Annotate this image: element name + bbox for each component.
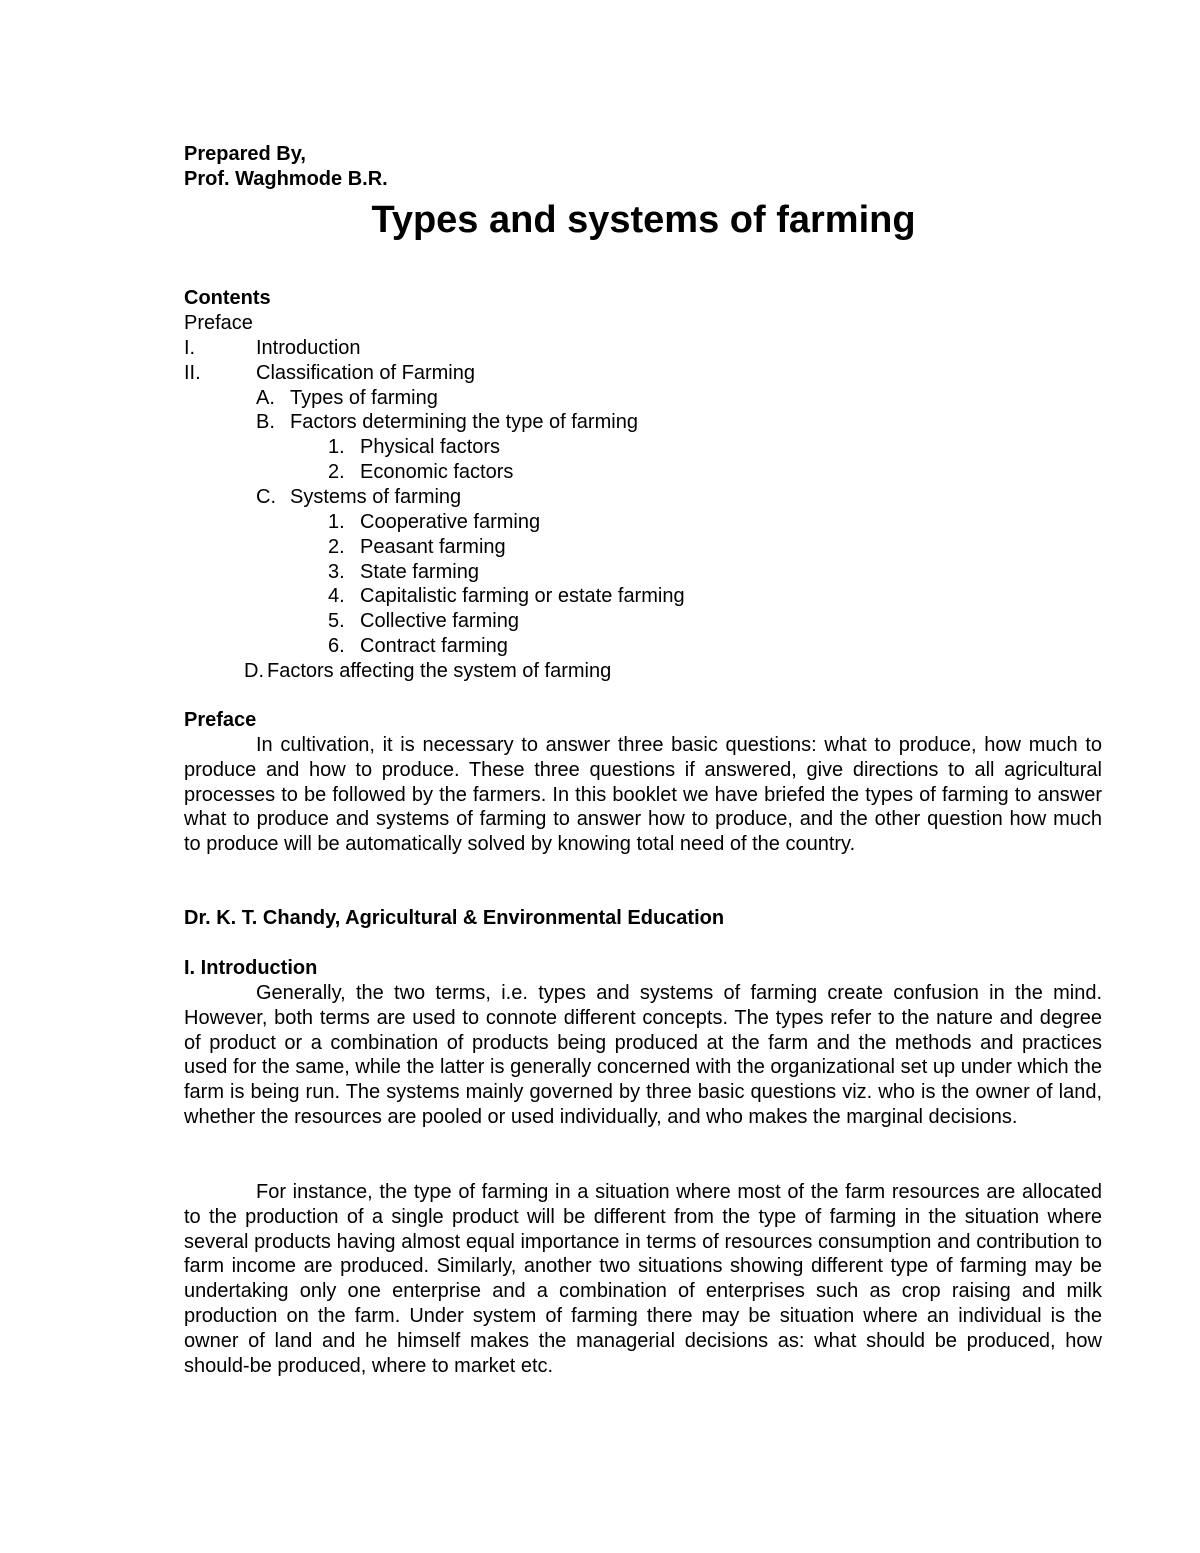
- toc-marker: B.: [256, 411, 275, 433]
- document-title: Types and systems of farming: [371, 199, 916, 241]
- introduction-heading: I. Introduction: [184, 957, 318, 979]
- toc-label: Systems of farming: [290, 486, 462, 508]
- toc-marker: 4.: [328, 585, 345, 607]
- toc-marker: 2.: [328, 536, 345, 558]
- toc-label: Factors determining the type of farming: [290, 411, 638, 433]
- toc-label: Economic factors: [360, 461, 514, 483]
- toc-marker: 3.: [328, 561, 345, 583]
- credit-line: Dr. K. T. Chandy, Agricultural & Environmental Education: [184, 907, 725, 929]
- author-name: Prof. Waghmode B.R.: [184, 168, 388, 190]
- toc-label: Collective farming: [360, 610, 519, 632]
- toc-label: Peasant farming: [360, 536, 506, 558]
- toc-label: Factors affecting the system of farming: [267, 660, 612, 682]
- toc-marker: C.: [256, 486, 276, 508]
- toc-preface: Preface: [184, 312, 253, 334]
- toc-marker: 2.: [328, 461, 345, 483]
- toc-marker: 1.: [328, 436, 345, 458]
- introduction-text-2: For instance, the type of farming in a situation where most of the farm resources are allocated to the production of a single product will be different from the type of farming in the situation where several products having almost equal importance in terms of resources consumption and contribution to farm income are produced. Similarly, another two situations showing different type of farming may be undertaking only one enterprise and a combination of enterprises such as crop raising and milk production on the farm. Under system of farming there may be situation where an individual is the owner of land and he himself makes the managerial decisions as: what should be produced, how should-be produced, where to market etc.: [184, 1181, 1102, 1377]
- contents-heading: Contents: [184, 287, 271, 309]
- prepared-by-label: Prepared By,: [184, 143, 306, 165]
- toc-label: Capitalistic farming or estate farming: [360, 585, 685, 607]
- toc-label: State farming: [360, 561, 479, 583]
- toc-label: Types of farming: [290, 387, 438, 409]
- introduction-paragraph-2: [184, 1180, 1102, 1378]
- toc-marker: 5.: [328, 610, 345, 632]
- preface-paragraph: [184, 733, 1102, 857]
- toc-marker: I.: [184, 337, 196, 359]
- preface-heading: Preface: [184, 709, 257, 731]
- toc-marker: D.: [244, 660, 264, 682]
- toc-marker: A.: [256, 387, 275, 409]
- toc-marker: 6.: [328, 635, 345, 657]
- toc-label: Contract farming: [360, 635, 508, 657]
- toc-label: Cooperative farming: [360, 511, 541, 533]
- toc-marker: 1.: [328, 511, 345, 533]
- toc-marker: II.: [184, 362, 201, 384]
- toc-label: Introduction: [256, 337, 361, 359]
- toc-label: Physical factors: [360, 436, 501, 458]
- toc-label: Classification of Farming: [256, 362, 475, 384]
- preface-text: In cultivation, it is necessary to answer three basic questions: what to produce, how much to produce and how to produce. These three questions if answered, give directions to all agricultural processes to be followed by the farmers. In this booklet we have briefed the types of farming to answer what to produce and systems of farming to answer how to produce, and the other question how much to produce will be automatically solved by knowing total need of the country.: [184, 734, 1102, 856]
- introduction-text-1: Generally, the two terms, i.e. types and systems of farming create confusion in the mind. However, both terms are used to connote different concepts. The types refer to the nature and degree of product or a combination of products being produced at the farm and the methods and practices used for the same, while the latter is generally concerned with the organizational set up under which the farm is being run. The systems mainly governed by three basic questions viz. who is the owner of land, whether the resources are pooled or used individually, and who makes the marginal decisions.: [184, 982, 1102, 1128]
- introduction-paragraph-1: [184, 981, 1102, 1130]
